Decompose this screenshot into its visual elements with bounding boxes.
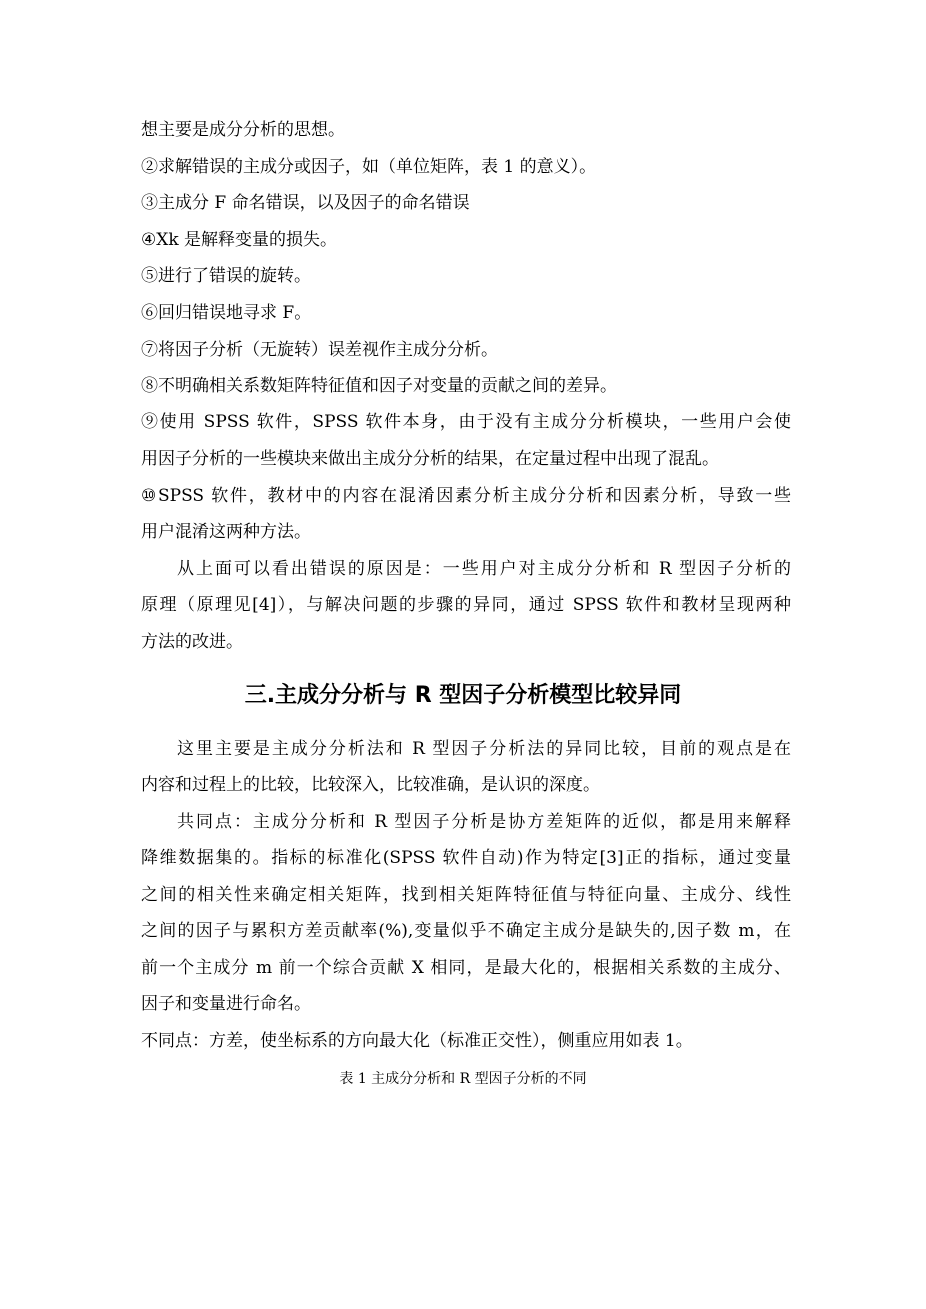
paragraph-line: 内容和过程上的比较，比较深入，比较准确，是认识的深度。 bbox=[141, 775, 600, 795]
list-item-9: ⑨使用 SPSS 软件，SPSS 软件本身，由于没有主成分分析模块，一些用户会使 bbox=[141, 412, 791, 432]
list-item-4: ④Xk 是解释变量的损失。 bbox=[141, 230, 338, 250]
paragraph-line: 从上面可以看出错误的原因是：一些用户对主成分分析和 R 型因子分析的 bbox=[177, 559, 791, 579]
paragraph-line: 这里主要是主成分分析法和 R 型因子分析法的异同比较，目前的观点是在 bbox=[177, 739, 791, 759]
list-item-6: ⑥回归错误地寻求 F。 bbox=[141, 303, 312, 323]
list-item-10: ⑩SPSS 软件，教材中的内容在混淆因素分析主成分分析和因素分析，导致一些 bbox=[141, 486, 791, 506]
paragraph-line: 前一个主成分 m 前一个综合贡献 X 相同，是最大化的，根据相关系数的主成分、 bbox=[141, 958, 791, 978]
list-item-10-cont: 用户混淆这两种方法。 bbox=[141, 522, 311, 542]
paragraph-line: 方法的改进。 bbox=[141, 632, 243, 652]
section-heading: 三.主成分分析与 R 型因子分析模型比较异同 bbox=[244, 683, 682, 708]
paragraph-line: 之间的相关性来确定相关矩阵，找到相关矩阵特征值与特征向量、主成分、线性 bbox=[141, 885, 791, 905]
paragraph-line: 因子和变量进行命名。 bbox=[141, 994, 311, 1014]
list-item-7: ⑦将因子分析（无旋转）误差视作主成分分析。 bbox=[141, 340, 498, 360]
list-item-9-cont: 用因子分析的一些模块来做出主成分分析的结果，在定量过程中出现了混乱。 bbox=[141, 449, 719, 469]
list-item-3: ③主成分 F 命名错误，以及因子的命名错误 bbox=[141, 193, 470, 213]
paragraph-line: 原理（原理见[4]），与解决问题的步骤的异同，通过 SPSS 软件和教材呈现两种 bbox=[141, 595, 791, 615]
list-item-5: ⑤进行了错误的旋转。 bbox=[141, 266, 311, 286]
list-item-2: ②求解错误的主成分或因子，如（单位矩阵，表 1 的意义）。 bbox=[141, 157, 597, 177]
list-item-8: ⑧不明确相关系数矩阵特征值和因子对变量的贡献之间的差异。 bbox=[141, 376, 617, 396]
table-caption: 表 1 主成分分析和 R 型因子分析的不同 bbox=[339, 1071, 587, 1087]
paragraph-line: 之间的因子与累积方差贡献率(%),变量似乎不确定主成分是缺失的,因子数 m，在 bbox=[141, 921, 791, 941]
paragraph-line: 共同点：主成分分析和 R 型因子分析是协方差矩阵的近似，都是用来解释 bbox=[177, 812, 791, 832]
paragraph-line: 不同点：方差，使坐标系的方向最大化（标准正交性），侧重应用如表 1。 bbox=[141, 1031, 693, 1051]
paragraph-line: 降维数据集的。指标的标准化(SPSS 软件自动)作为特定[3]正的指标，通过变量 bbox=[141, 848, 791, 868]
paragraph-line: 想主要是成分分析的思想。 bbox=[141, 120, 345, 140]
